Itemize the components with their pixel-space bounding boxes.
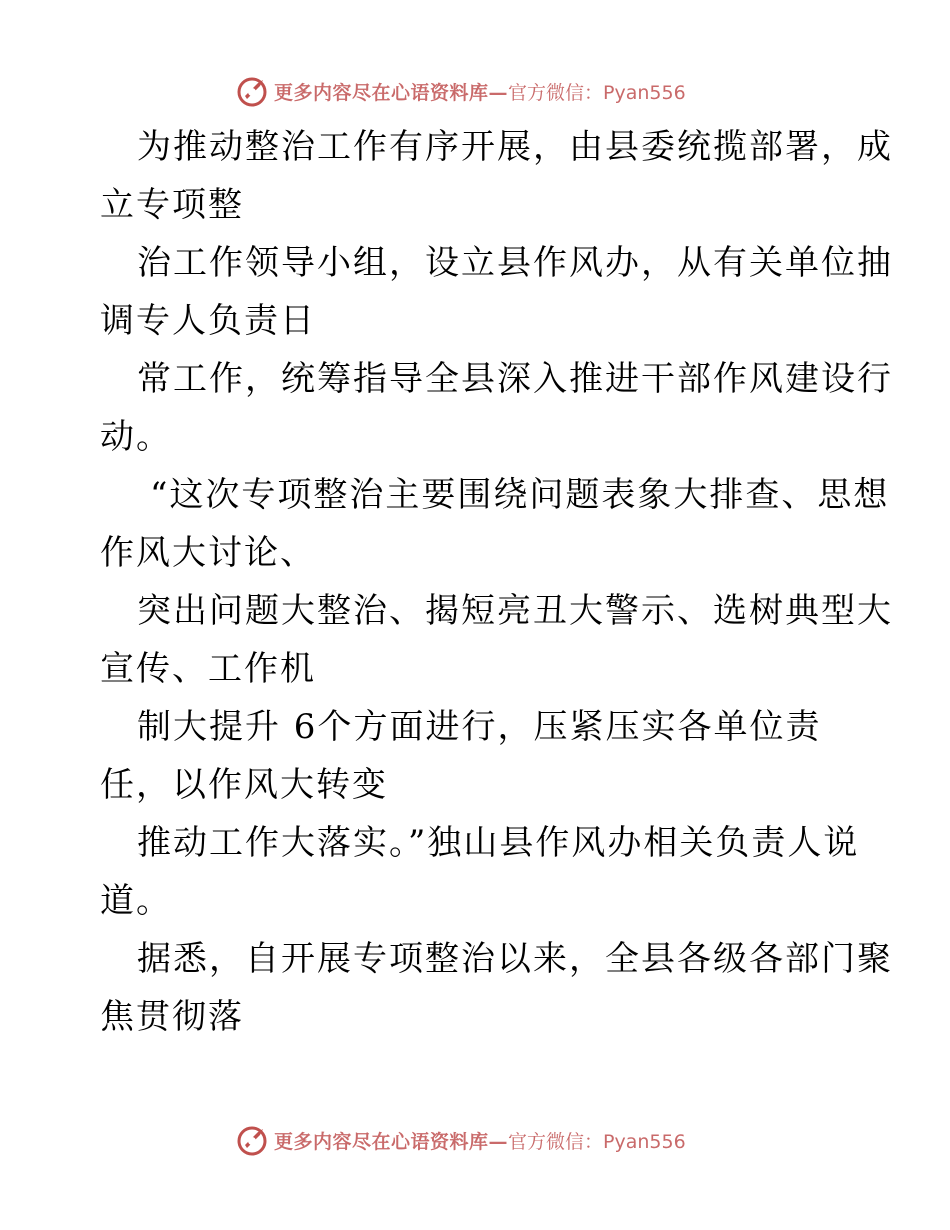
footer-banner-text: 更多内容尽在心语资料库— (274, 1130, 509, 1153)
pen-logo-icon (236, 74, 270, 108)
header-banner (236, 74, 686, 108)
body-line: 立专项整 (100, 185, 244, 225)
body-line: 突出问题大整治、揭短亮丑大警示、选树典型大 (137, 591, 893, 631)
body-line: 据悉，自开展专项整治以来，全县各级各部门聚 (137, 939, 893, 979)
header-banner-text: 更多内容尽在心语资料库— (274, 81, 509, 104)
body-line: 焦贯彻落 (100, 997, 244, 1037)
body-line: 常工作，统筹指导全县深入推进干部作风建设行 (137, 359, 893, 399)
body-line: 道。 (100, 881, 172, 921)
footer-banner-wechat: 官方微信：Pyan556 (508, 1130, 686, 1153)
body-line: 制大提升 6个方面进行，压紧压实各单位责 (137, 707, 822, 747)
body-line: 为推动整治工作有序开展，由县委统揽部署，成 (137, 127, 893, 167)
body-line: 调专人负责日 (100, 301, 316, 341)
body-line: 作风大讨论、 (100, 533, 316, 573)
body-line: 宣传、工作机 (100, 649, 316, 689)
body-line: 任，以作风大转变 (100, 765, 388, 805)
body-line: “这次专项整治主要围绕问题表象大排查、思想 (150, 475, 890, 515)
header-banner-wechat: 官方微信：Pyan556 (508, 81, 686, 104)
body-line: 动。 (100, 417, 172, 457)
footer-banner (236, 1123, 686, 1157)
pen-logo-icon (236, 1123, 270, 1157)
body-line: 治工作领导小组，设立县作风办，从有关单位抽 (137, 243, 893, 283)
body-line: 推动工作大落实。”独山县作风办相关负责人说 (137, 823, 860, 863)
